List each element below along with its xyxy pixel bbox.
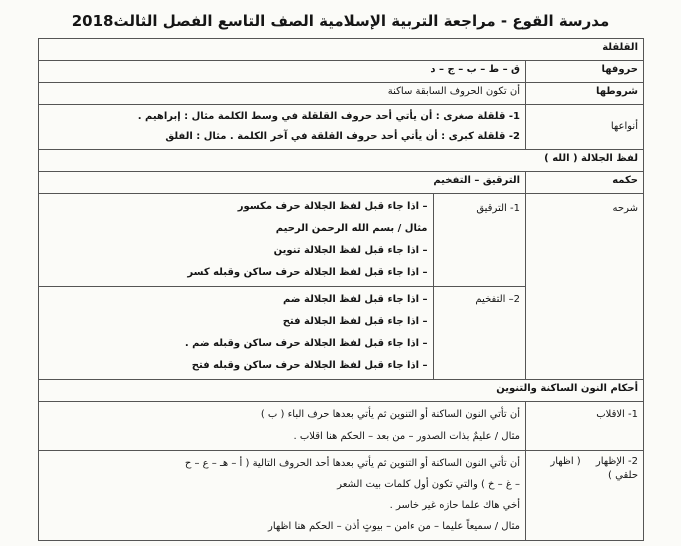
tafkheem-line: – اذا جاء قبل لفظ الجلالة ضم [283,294,428,305]
allah-explain-label: شرحه [526,194,644,380]
tafkheem-row [39,287,525,380]
iqlab-row [39,402,644,451]
qalqala-types-row [39,105,644,150]
izhar-label: 2- الإظهار [595,456,638,467]
qalqala-types-value [39,105,526,150]
qalqala-type-major: 2- قلقلة كبرى : أن يأتي أحد حروف القلقة في آخر الكلمة . مثال : الفلق [165,131,520,142]
tafkheem-line: – اذا جاء قبل لفظ الجلالة فتح [282,316,428,327]
tarqeeq-line: مثال / بسم الله الرحمن الرحيم [275,223,428,234]
allah-ruling-row [39,172,644,194]
qalqala-conditions-row [39,83,644,105]
allah-ruling-value: الترقيق – التفخيم [39,172,526,194]
izhar-line: مثال / سميعاً عليما – من ءامن – بيوتٍ أذن – الحكم هنا اظهار [268,521,520,532]
noon-heading: أحكام النون الساكنة والتنوين [39,380,644,402]
izhar-line: أخي هاك علما حازه غير خاسر . [389,500,520,511]
izhar-row [39,451,644,541]
tafkheem-line: – اذا جاء قبل لفظ الجلالة حرف ساكن وقبله ضم . [184,338,428,349]
qalqala-letters-label: حروفها [526,61,644,83]
izhar-line: أن تأتي النون الساكنة أو التنوين ثم يأتي بعدها أحد الحروف التالية ( أ – هـ – ع – ح [184,458,520,469]
iqlab-line: أن تأتي النون الساكنة أو التنوين ثم يأتي بعدها حرف الباء ( ب ) [260,409,520,420]
tarqeeq-line: – اذا جاء قبل لفظ الجلالة حرف مكسور [237,201,428,212]
izhar-line: – غ – خ ) والتي تكون أول كلمات بيت الشعر [337,479,520,490]
qalqala-letters-row [39,61,644,83]
tarqeeq-line: – اذا جاء قبل لفظ الجلالة تنوين [273,245,428,256]
allah-heading-row [39,150,644,172]
iqlab-details [39,402,526,451]
izhar-sub-label: ( اظهار حلقي ) [550,456,638,481]
qalqala-types-label: أنواعها [526,105,644,150]
qalqala-type-minor: 1- قلقلة صغرى : أن يأتي أحد حروف القلقلة في وسط الكلمة مثال : إبراهيم . [137,111,520,122]
allah-explain-table [39,194,525,379]
tarqeeq-label: 1- الترقيق [433,194,525,287]
qalqala-conditions-value: أن تكون الحروف السابقة ساكنة [39,83,526,105]
qalqala-conditions-label: شروطها [526,83,644,105]
tafkheem-details [39,287,433,380]
review-table [38,38,644,541]
page-title: مدرسة القوع - مراجعة التربية الإسلامية الصف التاسع الفصل الثالث2018 [71,12,610,30]
tarqeeq-row [39,194,525,287]
qalqala-heading: القلقلة [39,39,644,61]
allah-ruling-label: حكمه [526,172,644,194]
tafkheem-line: – اذا جاء قبل لفظ الجلالة حرف ساكن وقبله فتح [191,360,428,371]
qalqala-heading-row [39,39,644,61]
izhar-label-cell [526,451,644,541]
allah-heading: لفظ الجلالة ( الله ) [39,150,644,172]
tafkheem-label: 2– التفخيم [433,287,525,380]
tarqeeq-details [39,194,433,287]
izhar-details [39,451,526,541]
allah-explain-row [39,194,644,380]
iqlab-label: 1- الاقلاب [526,402,644,451]
qalqala-letters-value: ق – ط – ب – ج – د [39,61,526,83]
noon-heading-row [39,380,644,402]
iqlab-line: مثال / عليمٌ بذات الصدور – من بعد – الحكم هنا اقلاب . [293,431,520,442]
tarqeeq-line: – اذا جاء قبل لفظ الجلالة حرف ساكن وقبله كسر [187,267,428,278]
